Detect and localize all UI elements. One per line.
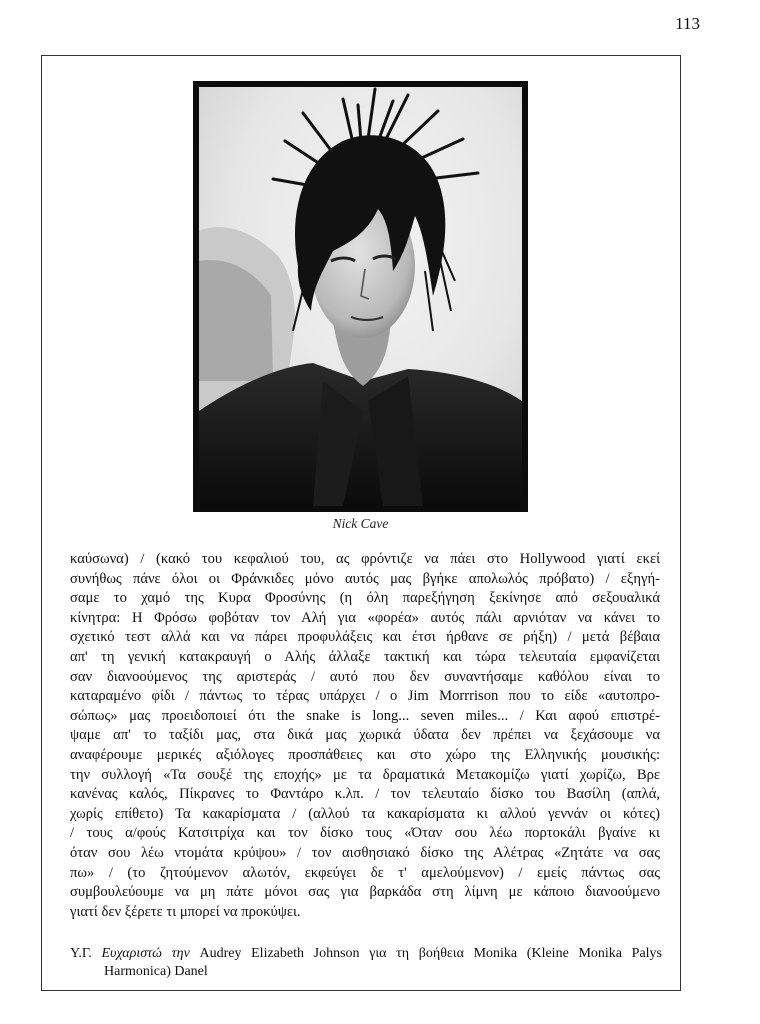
photo-caption: Nick Cave bbox=[332, 516, 389, 531]
body-line: σώπως» μας προειδοποιεί ότι the snake is long... seven miles... / Και αφού επιστρέ- bbox=[70, 707, 660, 724]
article-body bbox=[70, 550, 660, 922]
footnote-line1-rest: Audrey Elizabeth Johnson για τη βοήθεια Monika (Kleine Monika Palys bbox=[199, 946, 663, 961]
body-line: καταραμένο φίδι / πάντως το τέρας υπάρχει / ο Jim Morrrison που το είδε «αυτοπρο- bbox=[70, 688, 660, 705]
footnote-thanks: Ευχαριστώ την bbox=[101, 946, 190, 961]
footnote-line-2: Harmonica) Danel bbox=[104, 964, 208, 979]
portrait-illustration bbox=[193, 81, 528, 512]
body-line: όταν σου λέω ντομάτα κρύψου» / τον αισθησιακό δίσκο της Αλέτρας «Ζητάτε να σας bbox=[70, 844, 660, 861]
body-line: κανένας καλός, Πίκρανες το Φαντάρο κ.λπ. / τον τελευταίο δίσκο του Βασίλη (απλά, bbox=[70, 786, 660, 803]
body-line: σχετικό τεστ αλλά και να πάρει προφυλάξεις και έτσι ήρθανε σε ρήξη) / μετά βέβαια bbox=[70, 629, 660, 646]
footnote bbox=[70, 945, 662, 981]
body-line: την συλλογή «Τα σουξέ της εποχής» με τα δραματικά Μετακομίζω γιατί χωρίζω, Βρε bbox=[70, 766, 660, 783]
body-line: γιατί δεν ξέρετε τι μπορεί να προκύψει. bbox=[70, 903, 301, 920]
body-line: απ' τη γενική κατακραυγή ο Αλής άλλαξε τακτική και τώρα τελευταία εμφανίζεται bbox=[70, 648, 660, 665]
body-line: σαν διανοούμενος της αριστεράς / αυτό που δεν συναντήσαμε καθόλου είναι το bbox=[70, 668, 660, 685]
footnote-initials: Υ.Γ. bbox=[70, 946, 92, 961]
body-line: / τους α/φούς Κατσιτρίχα και τον δίσκο τους «Όταν σου λέω πορτοκάλι βγαίνε κι bbox=[70, 825, 660, 842]
body-line: συνήθως πάνε όλοι οι Φράνκιδες μόνο αυτός μας βγήκε απολωλός πρόβατο) / εξηγή- bbox=[70, 570, 660, 587]
body-line: κίνητρα: Η Φρόσω φοβόταν τον Αλή για «φορέα» αυτός πάλι αρνιόταν να κάνει το bbox=[70, 609, 660, 626]
body-line: σαμε το χαμό της Κυρα Φροσύνης (η όλη παρεξήγηση ξεκίνησε από σεξουαλικά bbox=[70, 590, 660, 607]
footnote-line-1 bbox=[70, 945, 662, 963]
body-line: χωρίς επίθετο) Τα κακαρίσματα / (αλλού τα κακαρίσματα κι αλλού γεννάν οι κότες) bbox=[70, 805, 660, 822]
body-line: πω» / (το ζητούμενον αλωτόν, εκφεύγει δε τ' αμελούμενον) / εμείς πάντως σας bbox=[70, 864, 660, 881]
body-line: ψαμε απ' το ταξίδι μας, στα δικά μας χωρικά ύδατα δεν πρέπει να ξεχάσουμε να bbox=[70, 727, 660, 744]
body-line: αναφέρουμε μερικές αξιόλογες προσπάθειες και στο χώρο της Ελληνικής μουσικής: bbox=[70, 746, 660, 763]
body-line: καύσωνα) / (κακό του κεφαλιού του, ας φρόντιζε να πάει στο Hollywood γιατί εκεί bbox=[70, 551, 660, 567]
page-number: 113 bbox=[675, 14, 700, 33]
portrait-photo bbox=[193, 81, 528, 512]
body-line: συμβουλεύουμε να μη πάτε μόνοι σας για βαρκάδα στη λίμνη με κάποιο διανοούμενο bbox=[70, 884, 660, 901]
